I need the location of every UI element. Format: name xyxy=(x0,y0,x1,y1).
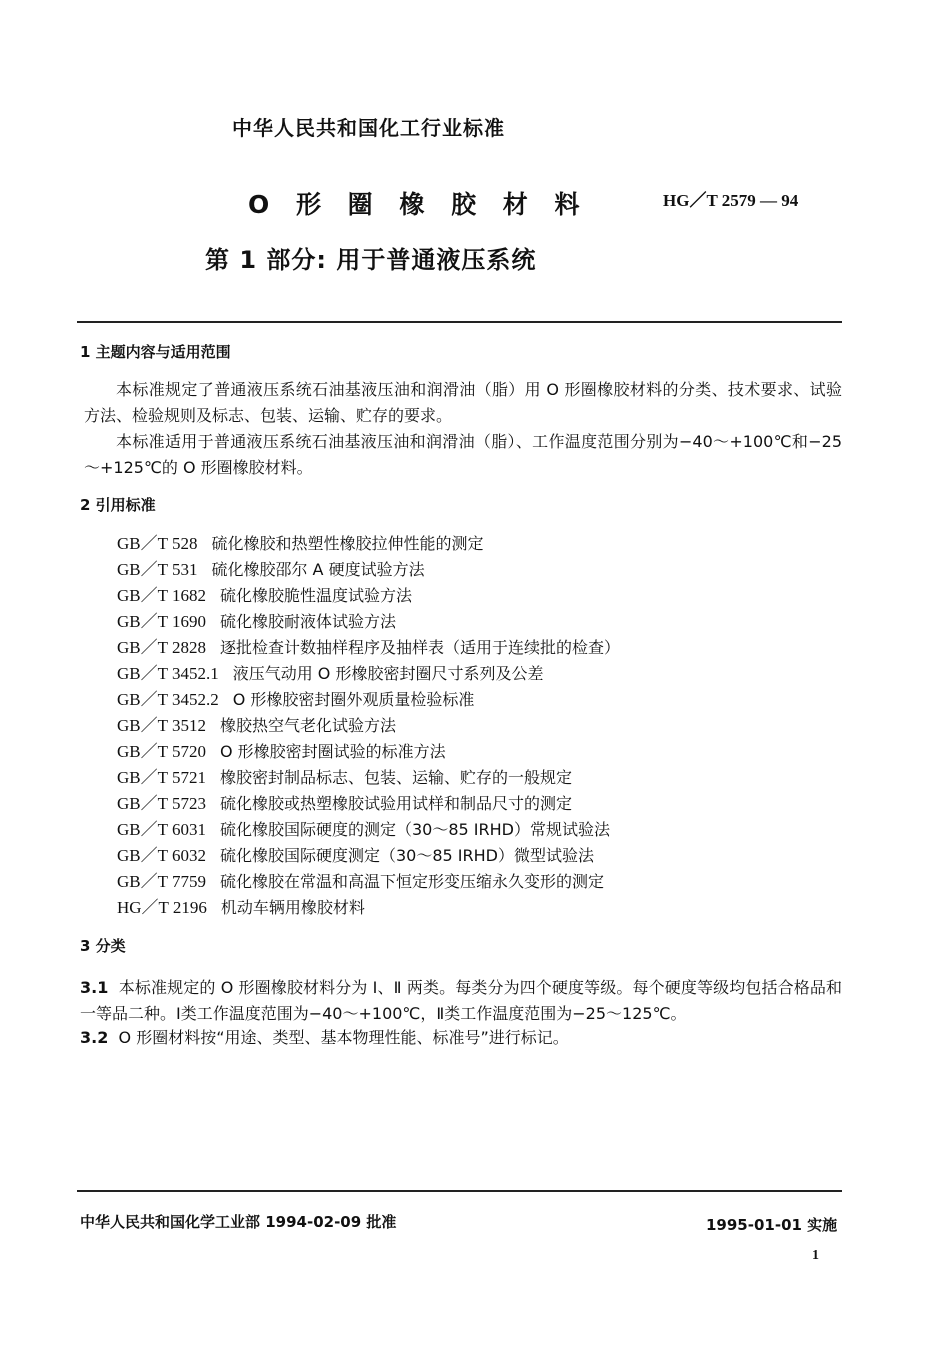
section-3-heading: 3 分类 xyxy=(80,937,126,955)
reference-title: O 形橡胶密封圈外观质量检验标准 xyxy=(232,690,475,709)
page-number: 1 xyxy=(812,1248,819,1263)
standard-number: HG／T 2579 — 94 xyxy=(663,191,799,210)
reference-title: 机动车辆用橡胶材料 xyxy=(220,898,365,917)
reference-title: 液压气动用 O 形橡胶密封圈尺寸系列及公差 xyxy=(232,664,544,683)
reference-item xyxy=(117,713,396,739)
section-1-heading: 1 主题内容与适用范围 xyxy=(80,343,231,361)
clause-3-1 xyxy=(80,975,842,1027)
reference-code: GB／T 2828 xyxy=(117,638,206,657)
reference-title: 硫化橡胶耐液体试验方法 xyxy=(219,612,396,631)
reference-item xyxy=(117,739,446,765)
clause-label: 3.2 xyxy=(80,1028,109,1047)
reference-code: GB／T 5720 xyxy=(117,742,206,761)
reference-code: GB／T 6032 xyxy=(117,846,206,865)
approval-statement: 中华人民共和国化学工业部 1994-02-09 批准 xyxy=(80,1213,397,1231)
reference-code: GB／T 1682 xyxy=(117,586,206,605)
section-2-heading: 2 引用标准 xyxy=(80,496,156,514)
clause-text: 本标准规定的 O 形圈橡胶材料分为 Ⅰ、Ⅱ 两类。每类分为四个硬度等级。每个硬度等级均包括合格品和一等品二种。Ⅰ类工作温度范围为−40～+100℃，Ⅱ类工作温度范围为−25～125℃。 xyxy=(80,978,842,1023)
reference-title: 硫化橡胶国际硬度的测定（30～85 IRHD）常规试验法 xyxy=(219,820,610,839)
reference-item xyxy=(117,583,412,609)
reference-code: GB／T 528 xyxy=(117,534,198,553)
reference-code: GB／T 5721 xyxy=(117,768,206,787)
document-subtitle: 第 1 部分: 用于普通液压系统 xyxy=(205,246,537,274)
reference-title: 硫化橡胶脆性温度试验方法 xyxy=(219,586,412,605)
section-1-paragraph: 本标准规定了普通液压系统石油基液压油和润滑油（脂）用 O 形圈橡胶材料的分类、技术要求、试验方法、检验规则及标志、包装、运输、贮存的要求。 xyxy=(84,380,842,425)
reference-item xyxy=(117,635,620,661)
reference-code: GB／T 5723 xyxy=(117,794,206,813)
reference-code: GB／T 6031 xyxy=(117,820,206,839)
section-1-paragraph: 本标准适用于普通液压系统石油基液压油和润滑油（脂）、工作温度范围分别为−40～+100℃和−25～+125℃的 O 形圈橡胶材料。 xyxy=(84,432,842,477)
clause-3-2 xyxy=(80,1025,842,1051)
reference-title: 硫化橡胶和热塑性橡胶拉伸性能的测定 xyxy=(211,534,484,553)
reference-title: 橡胶密封制品标志、包装、运输、贮存的一般规定 xyxy=(219,768,572,787)
reference-title: 逐批检查计数抽样程序及抽样表（适用于连续批的检查） xyxy=(219,638,620,657)
footer-divider xyxy=(77,1190,842,1192)
reference-code: GB／T 1690 xyxy=(117,612,206,631)
reference-title: O 形橡胶密封圈试验的标准方法 xyxy=(219,742,446,761)
reference-title: 硫化橡胶或热塑橡胶试验用试样和制品尺寸的测定 xyxy=(219,794,572,813)
reference-item xyxy=(117,609,396,635)
reference-code: GB／T 3452.1 xyxy=(117,664,219,683)
reference-code: GB／T 531 xyxy=(117,560,198,579)
reference-item xyxy=(117,531,483,557)
reference-code: GB／T 7759 xyxy=(117,872,206,891)
reference-item xyxy=(117,817,610,843)
issuing-organization: 中华人民共和国化工行业标准 xyxy=(232,116,505,140)
clause-label: 3.1 xyxy=(80,978,109,997)
reference-item xyxy=(117,661,543,687)
reference-item xyxy=(117,557,425,583)
reference-title: 硫化橡胶国际硬度测定（30～85 IRHD）微型试验法 xyxy=(219,846,594,865)
reference-title: 硫化橡胶在常温和高温下恒定形变压缩永久变形的测定 xyxy=(219,872,604,891)
reference-title: 硫化橡胶邵尔 A 硬度试验方法 xyxy=(211,560,425,579)
reference-item xyxy=(117,765,572,791)
reference-item xyxy=(117,687,474,713)
reference-code: GB／T 3512 xyxy=(117,716,206,735)
reference-item xyxy=(117,895,365,921)
reference-code: GB／T 3452.2 xyxy=(117,690,219,709)
document-title: O 形 圈 橡 胶 材 料 xyxy=(248,190,589,219)
reference-item xyxy=(117,843,594,869)
reference-title: 橡胶热空气老化试验方法 xyxy=(219,716,396,735)
reference-item xyxy=(117,869,604,895)
reference-code: HG／T 2196 xyxy=(117,898,207,917)
reference-item xyxy=(117,791,572,817)
effective-date: 1995-01-01 实施 xyxy=(706,1216,838,1234)
header-divider xyxy=(77,321,842,323)
clause-text: O 形圈材料按“用途、类型、基本物理性能、标准号”进行标记。 xyxy=(118,1028,569,1047)
